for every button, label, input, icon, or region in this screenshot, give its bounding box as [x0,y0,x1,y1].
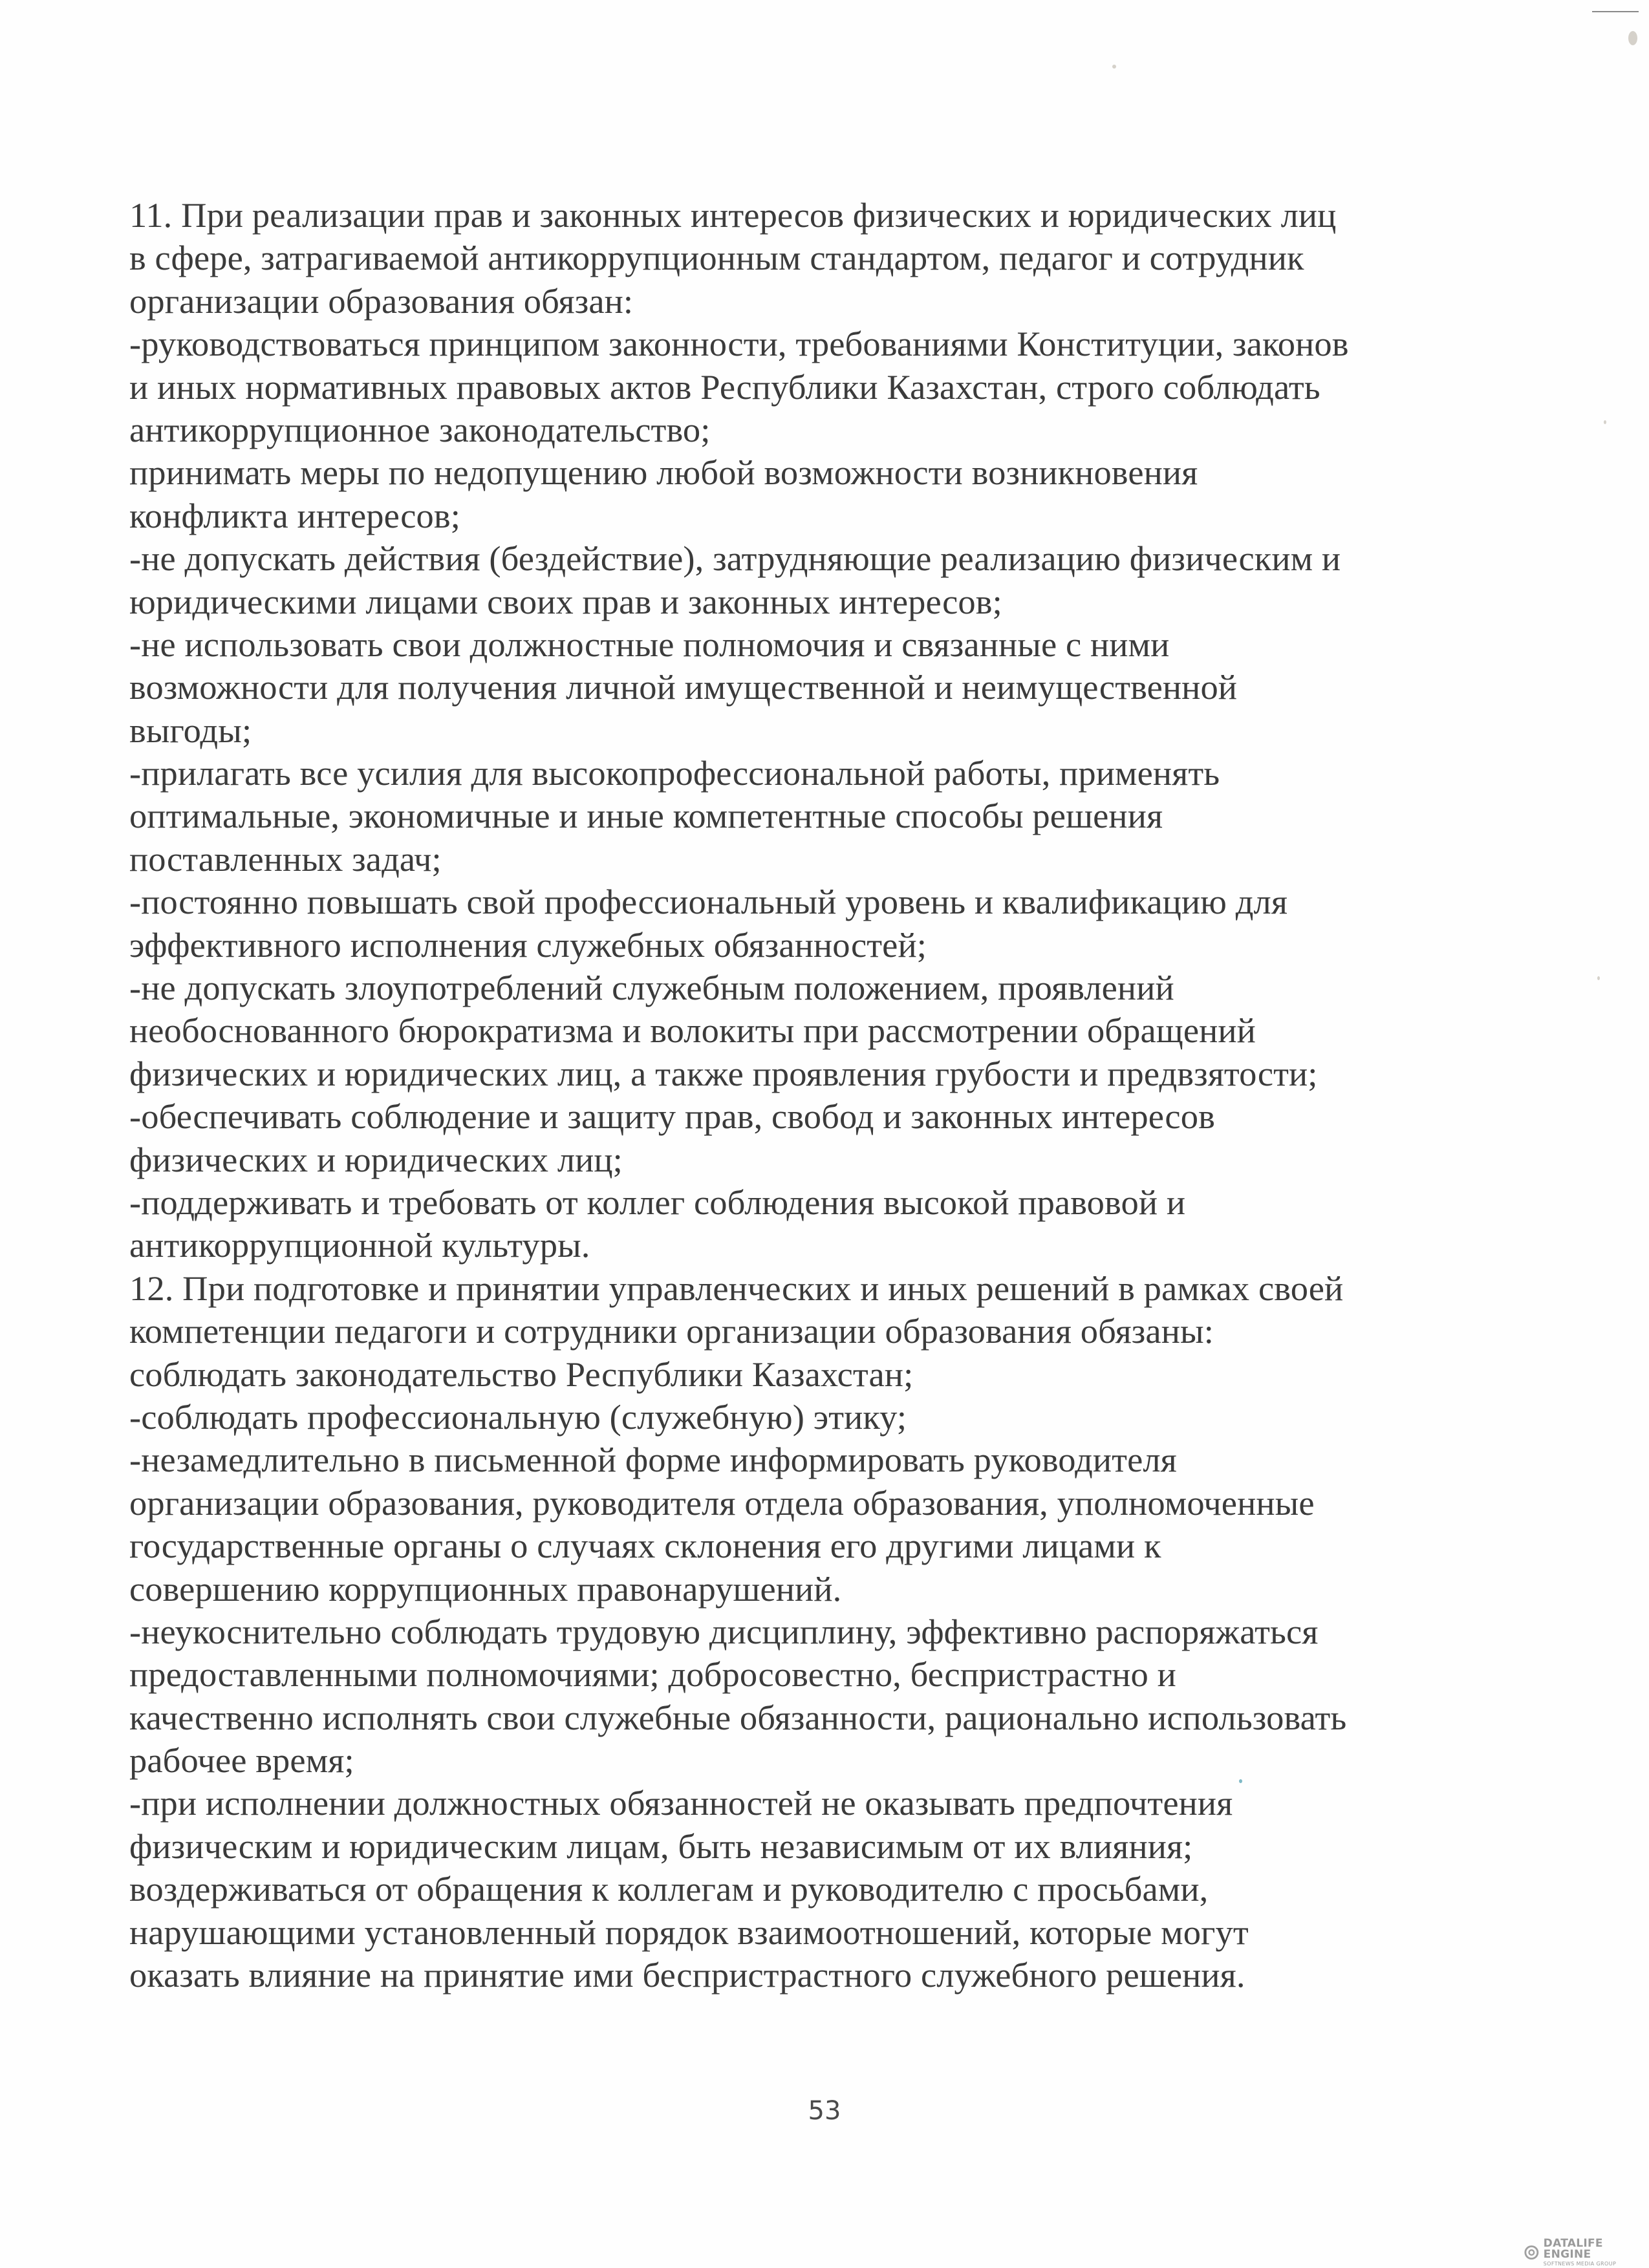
watermark [1524,2238,1649,2267]
text-line: -руководствоваться принципом законности, требованиями Конституции, законов [129,324,1349,364]
text-line: предоставленными полномочиями; добросовестно, беспристрастно и [129,1654,1176,1695]
text-line: антикоррупционной культуры. [129,1225,590,1265]
scan-artifact-speck [1597,976,1600,980]
text-line: организации образования обязан: [129,281,634,321]
text-line: возможности для получения личной имущественной и неимущественной [129,667,1238,707]
text-line: соблюдать законодательство Республики Казахстан; [129,1354,914,1394]
watermark-title: DATALIFE ENGINE [1543,2237,1603,2261]
text-line: государственные органы о случаях склонения его другими лицами к [129,1526,1161,1566]
text-line: -прилагать все усилия для высокопрофессиональной работы, применять [129,753,1220,793]
text-line: -постоянно повышать свой профессиональный уровень и квалификацию для [129,882,1288,922]
text-line: -при исполнении должностных обязанностей не оказывать предпочтения [129,1783,1233,1823]
scan-artifact-speck [1604,420,1606,424]
text-line: оказать влияние на принятие ими беспристрастного служебного решения. [129,1955,1245,1995]
text-line: оптимальные, экономичные и иные компетентные способы решения [129,796,1163,836]
datalife-engine-logo-icon [1524,2244,1540,2261]
text-line: юридическими лицами своих прав и законных интересов; [129,581,1002,621]
scan-artifact-speck [1112,65,1116,69]
text-line: 11. При реализации прав и законных интересов физических и юридических лиц [129,195,1337,235]
text-line: необоснованного бюрократизма и волокиты при рассмотрении обращений [129,1011,1256,1051]
scan-artifact-speck [1628,31,1637,45]
text-line: 12. При подготовке и принятии управленческих и иных решений в рамках своей [129,1268,1344,1308]
text-line: -не допускать злоупотреблений служебным положением, проявлений [129,968,1174,1008]
text-line: -не допускать действия (бездействие), затрудняющие реализацию физическим и [129,539,1341,579]
text-line: физическим и юридическим лицам, быть независимым от их влияния; [129,1826,1193,1866]
text-line: поставленных задач; [129,839,442,879]
page-number: 53 [808,2096,841,2126]
text-line: -обеспечивать соблюдение и защиту прав, свобод и законных интересов [129,1097,1215,1137]
text-line: организации образования, руководителя отдела образования, уполномоченные [129,1482,1315,1523]
text-line: -поддерживать и требовать от коллег соблюдения высокой правовой и [129,1182,1186,1222]
text-line: и иных нормативных правовых актов Республики Казахстан, строго соблюдать [129,367,1320,407]
text-line: эффективного исполнения служебных обязанностей; [129,925,927,965]
text-line: -соблюдать профессиональную (служебную) этику; [129,1396,907,1437]
text-line: воздерживаться от обращения к коллегам и руководителю с просьбами, [129,1869,1209,1909]
document-body [129,194,1487,1996]
text-line: физических и юридических лиц, а также проявления грубости и предвзятости; [129,1053,1318,1093]
text-line: -не использовать свои должностные полномочия и связанные с ними [129,624,1170,664]
text-line: физических и юридических лиц; [129,1139,623,1179]
text-line: совершению коррупционных правонарушений. [129,1568,842,1609]
text-line: рабочее время; [129,1740,354,1781]
text-line: выгоды; [129,710,252,750]
text-line: компетенции педагоги и сотрудники организации образования обязаны: [129,1311,1214,1351]
text-line: в сфере, затрагиваемой антикоррупционным стандартом, педагог и сотрудник [129,238,1304,278]
text-line: антикоррупционное законодательство; [129,409,711,449]
text-line: конфликта интересов; [129,495,460,535]
watermark-subtitle: SOFTNEWS MEDIA GROUP [1543,2261,1617,2267]
text-line: -неукоснительно соблюдать трудовую дисциплину, эффективно распоряжаться [129,1611,1319,1651]
text-line: нарушающими установленный порядок взаимоотношений, которые могут [129,1912,1249,1952]
text-line: принимать меры по недопущению любой возможности возникновения [129,453,1198,493]
text-line: качественно исполнять свои служебные обязанности, рационально использовать [129,1697,1347,1737]
text-line: -незамедлительно в письменной форме информировать руководителя [129,1440,1177,1480]
scan-artifact-line [1592,11,1639,12]
